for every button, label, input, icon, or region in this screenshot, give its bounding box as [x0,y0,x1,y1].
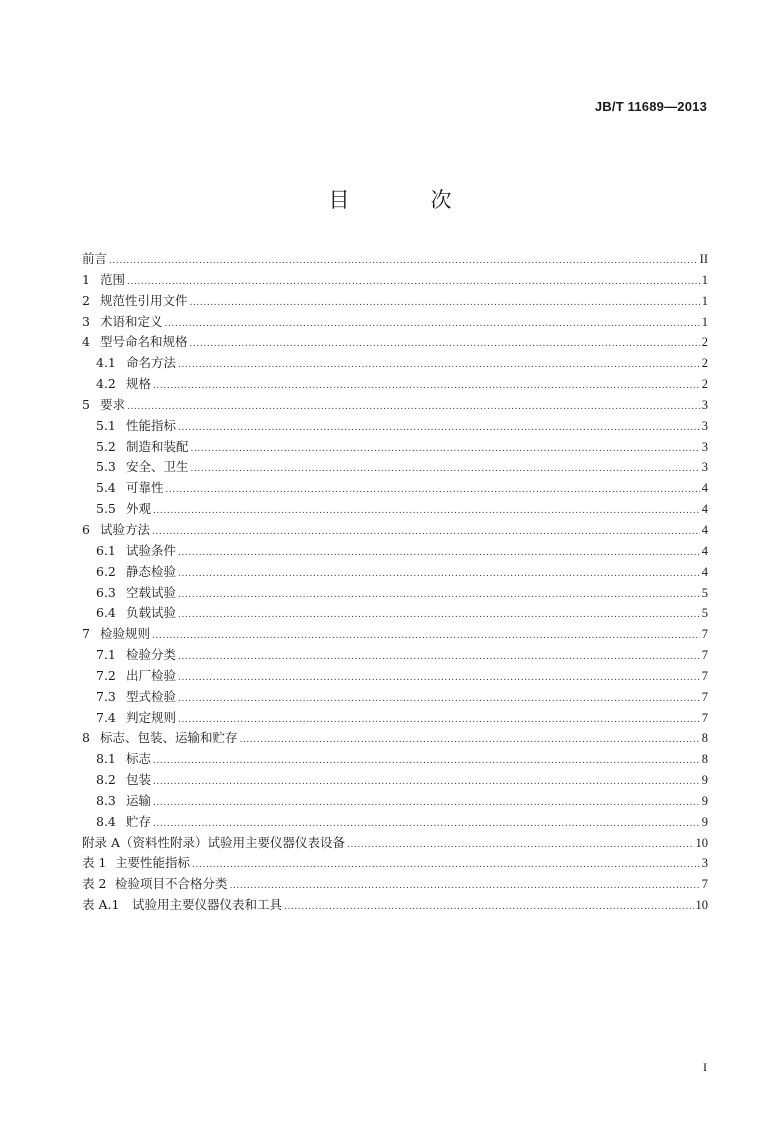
toc-entry-page: 3 [701,397,708,412]
toc-entry-number: 7.3 [96,688,116,704]
toc-dot-leader [178,543,700,564]
toc-dot-leader [109,251,698,272]
toc-entry-number: 表 1 [82,855,107,871]
toc-entry-page: 7 [701,648,708,663]
toc-entry-number: 4 [82,334,90,350]
toc-entry-number: 7 [82,626,90,642]
toc-entry-label: 外观 [126,501,152,517]
toc-entry-page: 5 [701,585,708,600]
toc-entry-label: 检验规则 [100,626,151,642]
toc-entry-label: 包装 [126,772,152,788]
toc-dot-leader [192,855,700,876]
toc-entry-page: II [699,252,708,266]
toc-dot-leader [166,480,700,501]
toc-dot-leader [347,835,693,856]
toc-entry[interactable] [82,541,708,562]
toc-entry-page: 5 [701,606,708,621]
toc-dot-leader [178,605,700,626]
toc-entry-label: 标志、包装、运输和贮存 [100,730,238,746]
toc-entry-page: 1 [701,314,708,329]
toc-dot-leader [191,459,700,480]
toc-dot-leader [178,355,700,376]
toc-entry[interactable] [82,416,708,437]
toc-dot-leader [152,522,700,543]
toc-entry-label: 要求 [100,396,126,412]
toc-entry-page: 10 [695,898,708,913]
toc-entry[interactable] [82,791,708,812]
toc-entry-label: 试验用主要仪器仪表和工具 [132,897,283,913]
toc-entry[interactable] [82,895,708,916]
toc-entry-label: 规格 [126,376,152,392]
toc-entry-label: 性能指标 [126,417,177,433]
toc-entry-page: 2 [701,335,708,350]
toc-entry-label: 附录 A（资料性附录）试验用主要仪器仪表设备 [82,834,346,850]
toc-entry-number: 8.1 [96,751,116,767]
toc-entry[interactable] [82,520,708,541]
toc-dot-leader [127,272,700,293]
toc-entry-label: 负载试验 [126,605,177,621]
toc-entry[interactable] [82,374,708,395]
toc-entry-page: 4 [701,543,708,558]
toc-entry-page: 2 [701,377,708,392]
toc-entry-page: 4 [701,564,708,579]
toc-entry-number: 6.1 [96,542,116,558]
toc-entry[interactable] [82,583,708,604]
toc-entry-number: 7.1 [96,647,116,663]
toc-entry-page: 3 [701,460,708,475]
toc-entry-page: 7 [701,877,708,892]
toc-dot-leader [178,689,700,710]
toc-entry[interactable] [82,666,708,687]
toc-dot-leader [178,564,700,585]
toc-entry-page: 3 [701,418,708,433]
toc-entry-number: 5.4 [96,480,116,496]
toc-entry[interactable] [82,395,708,416]
toc-entry-page: 4 [701,502,708,517]
toc-entry-number: 7.2 [96,667,116,683]
toc-entry[interactable] [82,749,708,770]
toc-entry-number: 5.1 [96,417,116,433]
toc-entry-label: 检验项目不合格分类 [115,876,228,892]
toc-title: 目 次 [328,188,482,212]
toc-entry[interactable] [82,457,708,478]
toc-entry-page: 7 [701,668,708,683]
toc-entry-page: 1 [701,293,708,308]
toc-entry-number: 6.2 [96,563,116,579]
toc-dot-leader [153,501,700,522]
toc-entry[interactable] [82,770,708,791]
toc-entry-page: 9 [701,814,708,829]
toc-entry-number: 4.2 [96,376,116,392]
toc-dot-leader [153,793,700,814]
toc-entry-label: 静态检验 [126,563,177,579]
toc-entry-page: 1 [701,272,708,287]
toc-entry[interactable] [82,249,708,270]
toc-dot-leader [178,647,700,668]
toc-dot-leader [190,334,700,355]
toc-entry[interactable] [82,499,708,520]
toc-entry-number: 5.3 [96,459,116,475]
toc-dot-leader [190,293,700,314]
toc-entry[interactable] [82,603,708,624]
toc-entry-number: 8 [82,730,90,746]
toc-entry-number: 6.3 [96,584,116,600]
toc-entry-page: 9 [701,793,708,808]
toc-entry-number: 6 [82,521,90,537]
toc-entry-page: 4 [701,481,708,496]
toc-entry-number: 5 [82,396,90,412]
toc-entry-label: 术语和定义 [100,313,163,329]
toc-entry-page: 4 [701,522,708,537]
toc-entry-page: 8 [701,752,708,767]
toc-entry-number: 表 2 [82,876,107,892]
toc-entry-number: 5.5 [96,501,116,517]
toc-entry-label: 命名方法 [126,355,177,371]
toc-entry-label: 型号命名和规格 [100,334,188,350]
toc-dot-leader [178,418,700,439]
toc-dot-leader [178,585,700,606]
toc-entry[interactable] [82,562,708,583]
toc-entry-number: 8.2 [96,772,116,788]
toc-entry-number: 5.2 [96,438,116,454]
toc-entry-label: 试验条件 [126,542,177,558]
toc-entry-number: 3 [82,313,90,329]
toc-entry-page: 7 [701,689,708,704]
toc-entry[interactable] [82,332,708,353]
toc-entry-label: 贮存 [126,813,152,829]
toc-dot-leader [165,314,700,335]
toc-entry-page: 2 [701,356,708,371]
toc-dot-leader [153,814,700,835]
toc-entry-page: 7 [701,627,708,642]
toc-entry-label: 运输 [126,792,152,808]
toc-entry-number: 1 [82,271,90,287]
toc-dot-leader [191,439,700,460]
toc-entry[interactable] [82,624,708,645]
toc-entry-label: 安全、卫生 [126,459,189,475]
toc-entry[interactable] [82,645,708,666]
toc-entry[interactable] [82,437,708,458]
toc-entry-label: 可靠性 [126,480,164,496]
standard-code: JB/T 11689—2013 [594,99,707,114]
toc-entry-label: 主要性能指标 [115,855,191,871]
toc-entry[interactable] [82,853,708,874]
toc-dot-leader [230,876,700,897]
toc-entry[interactable] [82,708,708,729]
toc-entry[interactable] [82,833,708,854]
toc-entry-label: 型式检验 [126,688,177,704]
toc-entry[interactable] [82,874,708,895]
toc-entry-number: 4.1 [96,355,116,371]
toc-dot-leader [178,710,700,731]
toc-entry-page: 10 [695,835,708,850]
toc-entry-label: 范围 [100,271,126,287]
table-of-contents [82,249,708,916]
toc-entry-page: 8 [701,731,708,746]
toc-dot-leader [153,751,700,772]
toc-dot-leader [152,626,700,647]
toc-dot-leader [153,772,700,793]
toc-entry-label: 规范性引用文件 [100,292,188,308]
toc-entry-page: 7 [701,710,708,725]
toc-dot-leader [153,376,700,397]
toc-entry-label: 出厂检验 [126,667,177,683]
toc-entry-number: 8.3 [96,792,116,808]
toc-entry-label: 制造和装配 [126,438,189,454]
toc-entry-label: 前言 [82,251,108,266]
toc-entry-page: 3 [701,856,708,871]
toc-entry-label: 空载试验 [126,584,177,600]
toc-entry-label: 标志 [126,751,152,767]
page-number: I [703,1060,707,1074]
toc-entry[interactable] [82,687,708,708]
toc-entry[interactable] [82,812,708,833]
toc-entry-number: 6.4 [96,605,116,621]
toc-dot-leader [178,668,700,689]
toc-entry[interactable] [82,478,708,499]
toc-entry-number: 2 [82,292,90,308]
toc-entry-label: 试验方法 [100,521,151,537]
toc-entry-number: 8.4 [96,813,116,829]
toc-entry-number: 表 A.1 [82,897,120,913]
toc-entry[interactable] [82,270,708,291]
toc-entry-label: 检验分类 [126,647,177,663]
toc-entry-number: 7.4 [96,709,116,725]
toc-dot-leader [240,730,700,751]
toc-entry-page: 9 [701,773,708,788]
toc-entry[interactable] [82,291,708,312]
toc-entry[interactable] [82,312,708,333]
toc-dot-leader [284,897,693,918]
toc-entry[interactable] [82,353,708,374]
toc-entry-page: 3 [701,439,708,454]
toc-entry[interactable] [82,728,708,749]
toc-dot-leader [127,397,700,418]
toc-entry-label: 判定规则 [126,709,177,725]
